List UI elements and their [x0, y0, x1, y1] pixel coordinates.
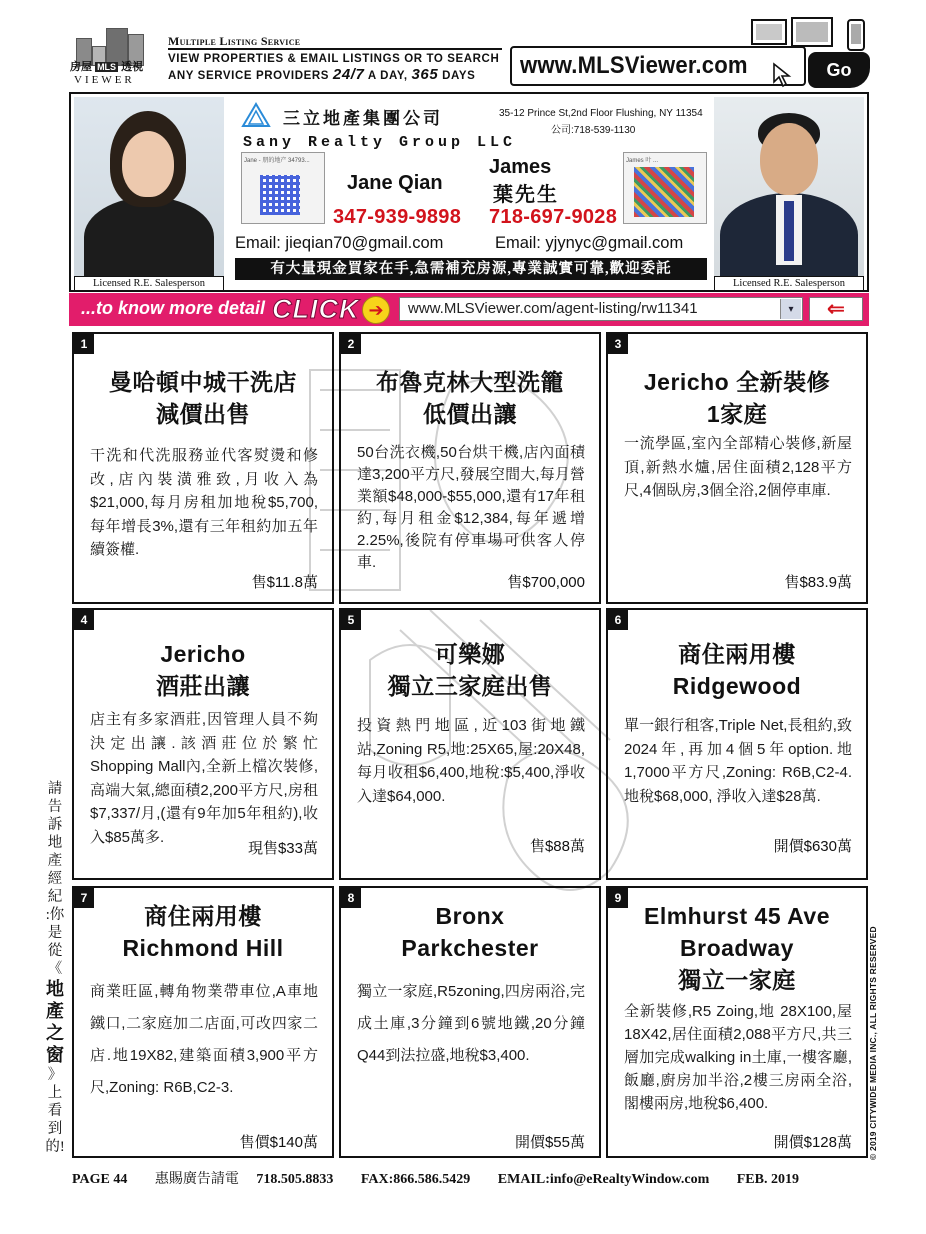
cursor-icon: [770, 62, 796, 88]
listing-subtitle: 獨立三家庭出售: [387, 673, 553, 699]
listing-subtitle: 減價出售: [156, 401, 250, 427]
agent-face: [122, 131, 174, 197]
agent-listing-url-field[interactable]: [399, 297, 803, 321]
listing-price: 現售$33萬: [247, 840, 318, 857]
agent-tie: [784, 201, 794, 261]
listing-description: 商業旺區,轉角物業帶車位,A車地鐵口,二家庭加二店面,可改四家二店.地19X82,建築面積3,900平方尺,Zoning: R6B,C2-3.: [90, 983, 318, 1096]
agent-name-james: James: [489, 156, 552, 178]
page-footer: [72, 1168, 799, 1188]
company-address: 35-12 Prince St,2nd Floor Flushing, NY 11354: [499, 108, 703, 119]
agent-name-cn-james: 葉先生: [493, 184, 559, 206]
listing-card-3[interactable]: [606, 332, 868, 604]
listing-link-bar: [69, 293, 869, 326]
qr-code-jane[interactable]: Jane - 朋的地产 34793...: [241, 152, 325, 224]
listing-card-2[interactable]: [339, 332, 601, 604]
listing-title: 布魯克林大型洗籠: [376, 369, 564, 395]
agent-photo-jane: [74, 97, 224, 289]
listing-description: 獨立一家庭,R5zoning,四房兩浴,完成土庫,3分鐘到6號地鐵,20分鐘Q44到法拉盛,地稅$3,400.: [357, 983, 585, 1064]
chevron-down-icon[interactable]: ▾: [780, 299, 801, 319]
listing-card-1[interactable]: [72, 332, 334, 604]
company-phone: 公司:718-539-1130: [551, 125, 636, 136]
listing-description: 干洗和代洗服務並代客熨燙和修改,店內裝潢雅致,月收入為$21,000,每月房租加地稅$5,700,每年增長3%,還有三年租約加五年續簽權.: [90, 447, 318, 558]
listing-card-5[interactable]: [339, 608, 601, 880]
listing-price: 開價$128萬: [773, 1134, 852, 1151]
agent-phone-james[interactable]: 718-697-9028: [489, 206, 618, 228]
listing-card-7[interactable]: [72, 886, 334, 1158]
mls-service-tagline: VIEW PROPERTIES & EMAIL LISTINGS OR TO SEARCH ANY SERVICE PROVIDERS 24/7 A DAY, 365 DAYS: [168, 53, 500, 83]
ad-contact-label: 惠賜廣告請電: [154, 1172, 239, 1187]
listing-title: 商住兩用樓: [678, 641, 796, 667]
listing-subtitle: 1家庭: [706, 401, 768, 427]
footer-fax: FAX:866.586.5429: [360, 1172, 471, 1187]
agent-slogan: 有大量現金買家在手,急需補充房源,專業誠實可靠,歡迎委託: [235, 258, 707, 280]
listing-number: 4: [74, 610, 94, 630]
click-button[interactable]: CLICK: [272, 294, 360, 324]
listing-description: 50台洗衣機,50台烘干機,店內面積達3,200平方尺,發展空間大,每月營業額$48,000-$55,000,還有17年租約,每月租金$12,384,每年遞增2.25%,後院有停車場可供客人停車.: [357, 444, 585, 571]
listing-title: 商住兩用樓: [144, 903, 262, 929]
agent-ad-box: [69, 92, 869, 292]
listing-price: 售$700,000: [507, 574, 585, 591]
listing-description: 一流學區,室內全部精心裝修,新屋頂,新熱水爐,居住面積2,128平方尺,4個臥房,3個全浴,2個停車庫.: [624, 435, 852, 499]
listing-price: 售價$140萬: [239, 1134, 318, 1151]
page-number: PAGE 44: [72, 1172, 128, 1187]
website-url: www.MLSViewer.com: [520, 52, 748, 79]
agent-photo-james: [714, 97, 864, 289]
listing-number: 5: [341, 610, 361, 630]
listing-card-6[interactable]: [606, 608, 868, 880]
listing-description: 店主有多家酒莊,因管理人員不夠決定出讓.該酒莊位於繁忙Shopping Mall內,全新上檔次裝修,高端大氣,總面積2,200平方尺,房租$7,337/月,(還有9年加5年租約),收入$85萬多.: [90, 711, 318, 846]
listing-card-9[interactable]: [606, 886, 868, 1158]
listing-subtitle: 低價出讓: [423, 401, 517, 427]
agent-email-jane[interactable]: Email: jieqian70@gmail.com: [235, 234, 444, 252]
listing-subtitle: Parkchester: [401, 935, 539, 961]
listing-number: 1: [74, 334, 94, 354]
mls-viewer-logo[interactable]: [68, 18, 156, 88]
listing-price: 開價$630萬: [773, 838, 852, 855]
footer-date: FEB. 2019: [736, 1172, 799, 1187]
qr-code-james[interactable]: James 叶 ...: [623, 152, 707, 224]
listing-price: 售$88萬: [529, 838, 585, 855]
listing-title: 可樂娜: [434, 641, 506, 667]
arrow-right-icon[interactable]: ➔: [362, 296, 390, 324]
company-name-cn: 三立地產集團公司: [283, 109, 443, 128]
logo-text: 房屋 MLS 透視: [70, 61, 144, 73]
listing-title: Elmhurst 45 Ave: [643, 903, 831, 929]
mls-service-title: Multiple Listing Service: [168, 34, 301, 48]
agent-phone-jane[interactable]: 347-939-9898: [333, 206, 462, 228]
divider: [168, 48, 502, 50]
footer-phone: 718.505.8833: [256, 1172, 334, 1187]
listing-price: 開價$55萬: [514, 1134, 585, 1151]
listing-description: 全新裝修,R5 Zoing,地 28X100,屋18X42,居住面積2,088平方尺,共三層加完成walking in土庫,一樓客廳,飯廳,廚房加半浴,2樓三房兩全浴,閣樓兩房,地稅$6,400.: [624, 1003, 852, 1112]
listing-subtitle: Ridgewood: [672, 673, 802, 699]
license-label: Licensed R.E. Salesperson: [714, 276, 864, 291]
listing-title: Jericho 全新裝修: [643, 369, 831, 395]
footer-email[interactable]: EMAIL:info@eRealtyWindow.com: [497, 1172, 710, 1187]
agent-name-jane: Jane Qian: [347, 172, 443, 194]
agent-body: [84, 197, 214, 277]
listing-card-4[interactable]: [72, 608, 334, 880]
more-detail-text: ...to know more detail: [81, 298, 266, 318]
agent-face: [760, 123, 818, 195]
agent-listing-url: www.MLSViewer.com/agent-listing/rw11341: [408, 300, 698, 317]
back-arrow-button[interactable]: ⇐: [809, 297, 863, 321]
listing-subtitle: Broadway: [680, 935, 794, 961]
listing-description: 投資熱門地區,近103街地鐵站,Zoning R5,地:25X65,屋:20X48,每月收租$6,400,地稅:$5,400,淨收入達$64,000.: [357, 717, 585, 805]
listing-number: 2: [341, 334, 361, 354]
listing-number: 7: [74, 888, 94, 908]
listing-description: 單一銀行租客,Triple Net,長租約,致2024年,再加4個5年option.地1,7000平方尺,Zoning: R6B,C2-4. 地稅$68,000, 淨收入達$28萬.: [624, 717, 852, 805]
listing-subtitle: Richmond Hill: [122, 935, 284, 961]
website-link[interactable]: [510, 46, 806, 86]
listing-title: 曼哈頓中城干洗店: [109, 369, 297, 395]
side-notice: 請告訴地產經紀 :你是從 《 地產之窗 》 上看到的!: [45, 781, 65, 1155]
listing-subtitle: 酒莊出讓: [156, 673, 250, 699]
listing-price: 售$83.9萬: [784, 574, 852, 591]
listing-number: 3: [608, 334, 628, 354]
copyright-notice: © 2019 CITYWIDE MEDIA INC., ALL RIGHTS RESERVED: [868, 926, 878, 1160]
listing-price: 售$11.8萬: [251, 574, 318, 591]
listing-subtitle-2: 獨立一家庭: [678, 967, 796, 993]
logo-subtitle: VIEWER: [74, 74, 135, 86]
listing-number: 9: [608, 888, 628, 908]
go-button[interactable]: Go: [808, 52, 870, 88]
listing-title: Jericho: [160, 641, 246, 667]
listing-title: Bronx: [435, 903, 505, 929]
listing-number: 8: [341, 888, 361, 908]
listing-card-8[interactable]: [339, 886, 601, 1158]
license-label: Licensed R.E. Salesperson: [74, 276, 224, 291]
company-name-en: Sany Realty Group LLC: [243, 134, 517, 151]
company-logo-icon: [241, 102, 271, 128]
agent-email-james[interactable]: Email: yjynyc@gmail.com: [495, 234, 684, 252]
listing-number: 6: [608, 610, 628, 630]
